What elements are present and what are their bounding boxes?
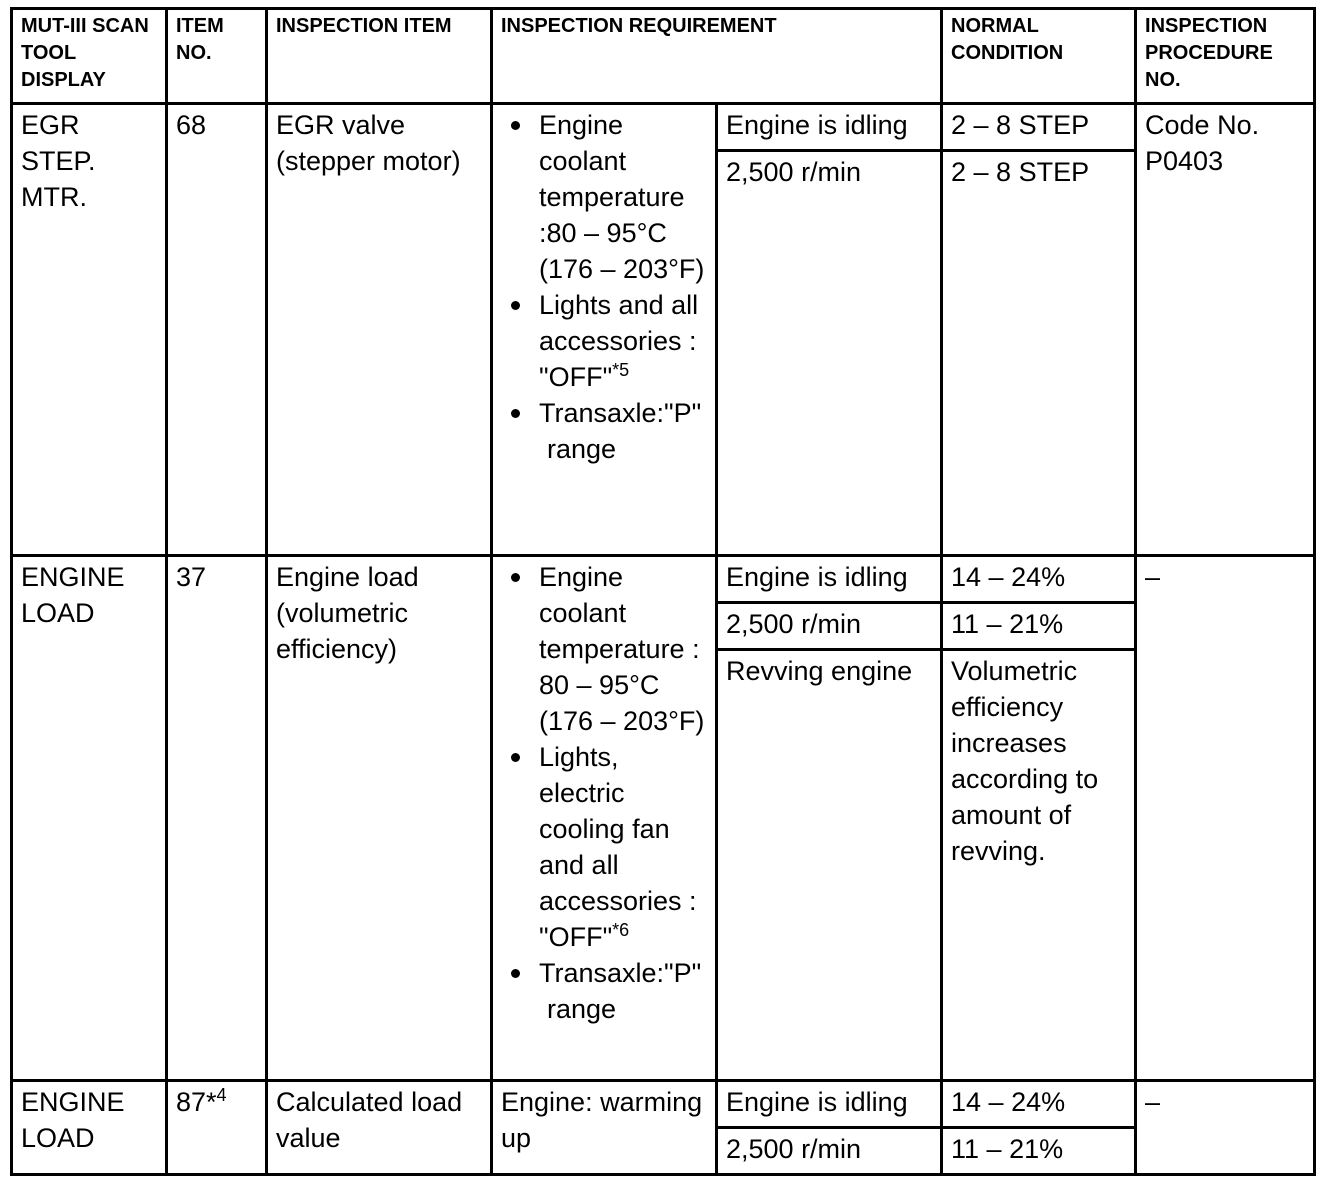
- requirement-item: Transaxle:"P" range: [501, 955, 707, 1027]
- inspection-item-cell: EGR valve (stepper motor): [267, 104, 492, 556]
- display-cell: ENGINE LOAD: [12, 1081, 167, 1175]
- requirement-item: Engine coolant temperature :80 – 95°C (176 – 203°F): [501, 107, 707, 287]
- procedure-cell: –: [1136, 1081, 1315, 1175]
- table-row: [12, 1081, 1315, 1128]
- normal-condition-cell: 11 – 21%: [942, 603, 1136, 650]
- condition-cell: 2,500 r/min: [717, 151, 942, 556]
- header-item-no: ITEM NO.: [167, 9, 267, 104]
- requirement-item: Engine coolant temperature : 80 – 95°C (176 – 203°F): [501, 559, 707, 739]
- footnote-ref: 4: [216, 1085, 227, 1105]
- normal-condition-cell: 2 – 8 STEP: [942, 151, 1136, 556]
- condition-cell: Engine is idling: [717, 1081, 942, 1128]
- inspection-item-cell: Engine load (volumetric efficiency): [267, 556, 492, 1081]
- requirement-list: [501, 559, 707, 1027]
- display-cell: EGR STEP. MTR.: [12, 104, 167, 556]
- header-normal-condition: NORMAL CONDITION: [942, 9, 1136, 104]
- normal-condition-cell: 11 – 21%: [942, 1128, 1136, 1175]
- requirement-item: Lights, electric cooling fan and all accessories : "OFF"$^{*6}$: [501, 739, 707, 955]
- requirement-cell: [492, 104, 717, 556]
- procedure-cell: –: [1136, 556, 1315, 1081]
- condition-cell: Engine is idling: [717, 104, 942, 151]
- header-procedure: INSPECTION PROCEDURE NO.: [1136, 9, 1315, 104]
- normal-condition-cell: 14 – 24%: [942, 1081, 1136, 1128]
- normal-condition-cell: 2 – 8 STEP: [942, 104, 1136, 151]
- item-no-cell: 37: [167, 556, 267, 1081]
- requirement-item: Lights and all accessories : "OFF"$^{*5}$: [501, 287, 707, 395]
- normal-condition-cell: Volumetric efficiency increases according to amount of revving.: [942, 650, 1136, 1081]
- requirement-list: [501, 107, 707, 467]
- header-display: MUT-III SCAN TOOL DISPLAY: [12, 9, 167, 104]
- table-row: [12, 556, 1315, 603]
- inspection-table: [10, 7, 1316, 1176]
- condition-cell: Engine is idling: [717, 556, 942, 603]
- footnote-ref: *5: [612, 360, 630, 380]
- header-inspection-item: INSPECTION ITEM: [267, 9, 492, 104]
- inspection-item-cell: Calculated load value: [267, 1081, 492, 1175]
- procedure-cell: Code No. P0403: [1136, 104, 1315, 556]
- requirement-cell: [492, 556, 717, 1081]
- header-requirement: INSPECTION REQUIREMENT: [492, 9, 942, 104]
- item-no-cell: 87*$^4$: [167, 1081, 267, 1175]
- table-row: [12, 104, 1315, 151]
- condition-cell: Revving engine: [717, 650, 942, 1081]
- footnote-ref: *6: [612, 920, 630, 940]
- requirement-item: Transaxle:"P" range: [501, 395, 707, 467]
- normal-condition-cell: 14 – 24%: [942, 556, 1136, 603]
- item-no-cell: 68: [167, 104, 267, 556]
- header-row: [12, 9, 1315, 104]
- condition-cell: 2,500 r/min: [717, 603, 942, 650]
- condition-cell: 2,500 r/min: [717, 1128, 942, 1175]
- display-cell: ENGINE LOAD: [12, 556, 167, 1081]
- requirement-cell: Engine: warming up: [492, 1081, 717, 1175]
